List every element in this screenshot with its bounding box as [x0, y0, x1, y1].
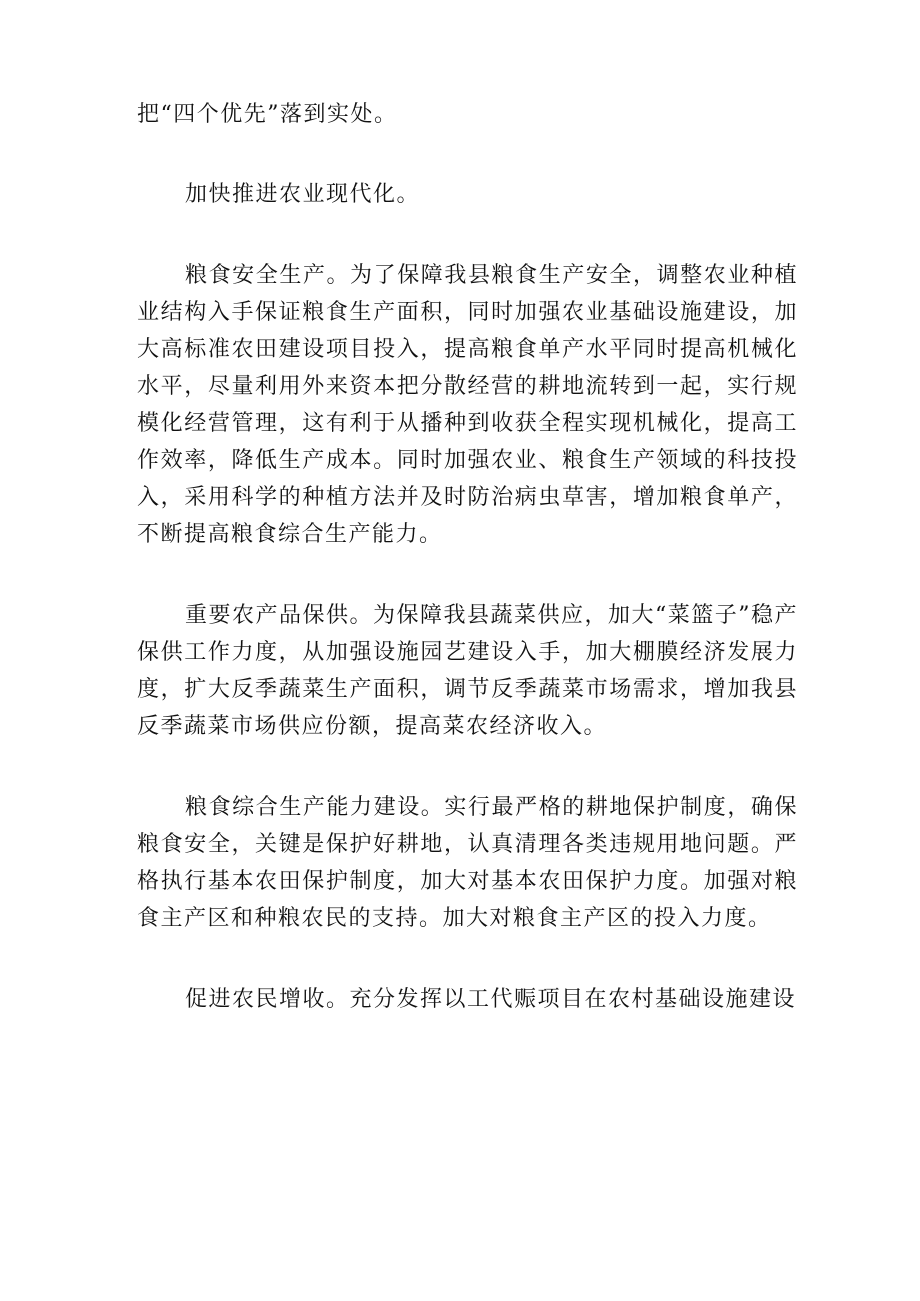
- paragraph-continuation: 把“四个优先”落到实处。: [137, 102, 398, 127]
- paragraph-produce-supply: 重要农产品保供。为保障我县蔬菜供应，加大“菜篮子”稳产保供工作力度，从加强设施园艺建设入手，加大棚膜经济发展力度，扩大反季蔬菜生产面积，调节反季蔬菜市场需求，增加我县反季蔬菜市场供应份额，提高菜农经济收入。: [137, 603, 798, 739]
- paragraph-farmer-income: 促进农民增收。充分发挥以工代赈项目在农村基础设施建设: [185, 987, 797, 1012]
- paragraph-grain-safety: 粮食安全生产。为了保障我县粮食生产安全，调整农业种植业结构入手保证粮食生产面积，同时加强农业基础设施建设，加大高标准农田建设项目投入，提高粮食单产水平同时提高机械化水平，尽量利用外来资本把分散经营的耕地流转到一起，实行规模化经营管理，这有利于从播种到收获全程实现机械化，提高工作效率，降低生产成本。同时加强农业、粮食生产领域的科技投入，采用科学的种植方法并及时防治病虫草害，增加粮食单产，不断提高粮食综合生产能力。: [137, 263, 798, 547]
- section-heading-agriculture-modernization: 加快推进农业现代化。: [185, 182, 421, 207]
- paragraph-grain-capacity: 粮食综合生产能力建设。实行最严格的耕地保护制度，确保粮食安全，关键是保护好耕地，认真清理各类违规用地问题。严格执行基本农田保护制度，加大对基本农田保护力度。加强对粮食主产区和种粮农民的支持。加大对粮食主产区的投入力度。: [137, 795, 798, 931]
